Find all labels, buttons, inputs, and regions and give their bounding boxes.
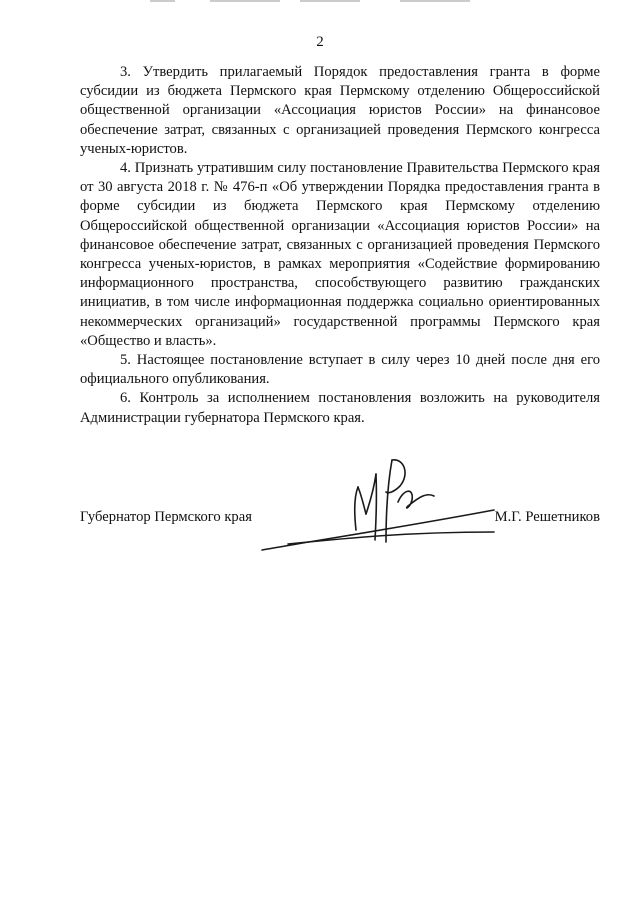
signatory-name: М.Г. Решетников	[494, 509, 600, 525]
signature-block	[80, 508, 600, 530]
handwritten-signature	[258, 452, 498, 562]
page-number: 2	[316, 34, 324, 50]
paragraph-3: 3. Утвердить прилагаемый Порядок предоставления гранта в форме субсидии из бюджета Пермского края Пермскому отделению Общероссийской общественной организации «Ассоциация юристов России» на финансовое обеспечение затрат, связанных с организацией проведения Пермского конгресса ученых-юристов.	[80, 64, 600, 157]
paragraph-6: 6. Контроль за исполнением постановления возложить на руководителя Администрации губернатора Пермского края.	[80, 390, 600, 426]
document-body	[80, 63, 600, 428]
paragraph-4: 4. Признать утратившим силу постановление Правительства Пермского края от 30 августа 2018 г. № 476-п «Об утверждении Порядка предоставления гранта в форме субсидии из бюджета Пермского края Пермскому отделению Общероссийской общественной организации «Ассоциация юристов России» на финансовое обеспечение затрат, связанных с организацией проведения Пермского конгресса ученых-юристов, в рамках мероприятия «Содействие формированию информационного пространства, способствующего развитию гражданских инициатив, в том числе информационная поддержка социально ориентированных некоммерческих организаций» государственной программы Пермского края «Общество и власть».	[80, 160, 600, 349]
signatory-title: Губернатор Пермского края	[80, 509, 252, 525]
scan-edge-marks	[0, 0, 640, 8]
paragraph-5: 5. Настоящее постановление вступает в силу через 10 дней после дня его официального опубликования.	[80, 352, 600, 388]
